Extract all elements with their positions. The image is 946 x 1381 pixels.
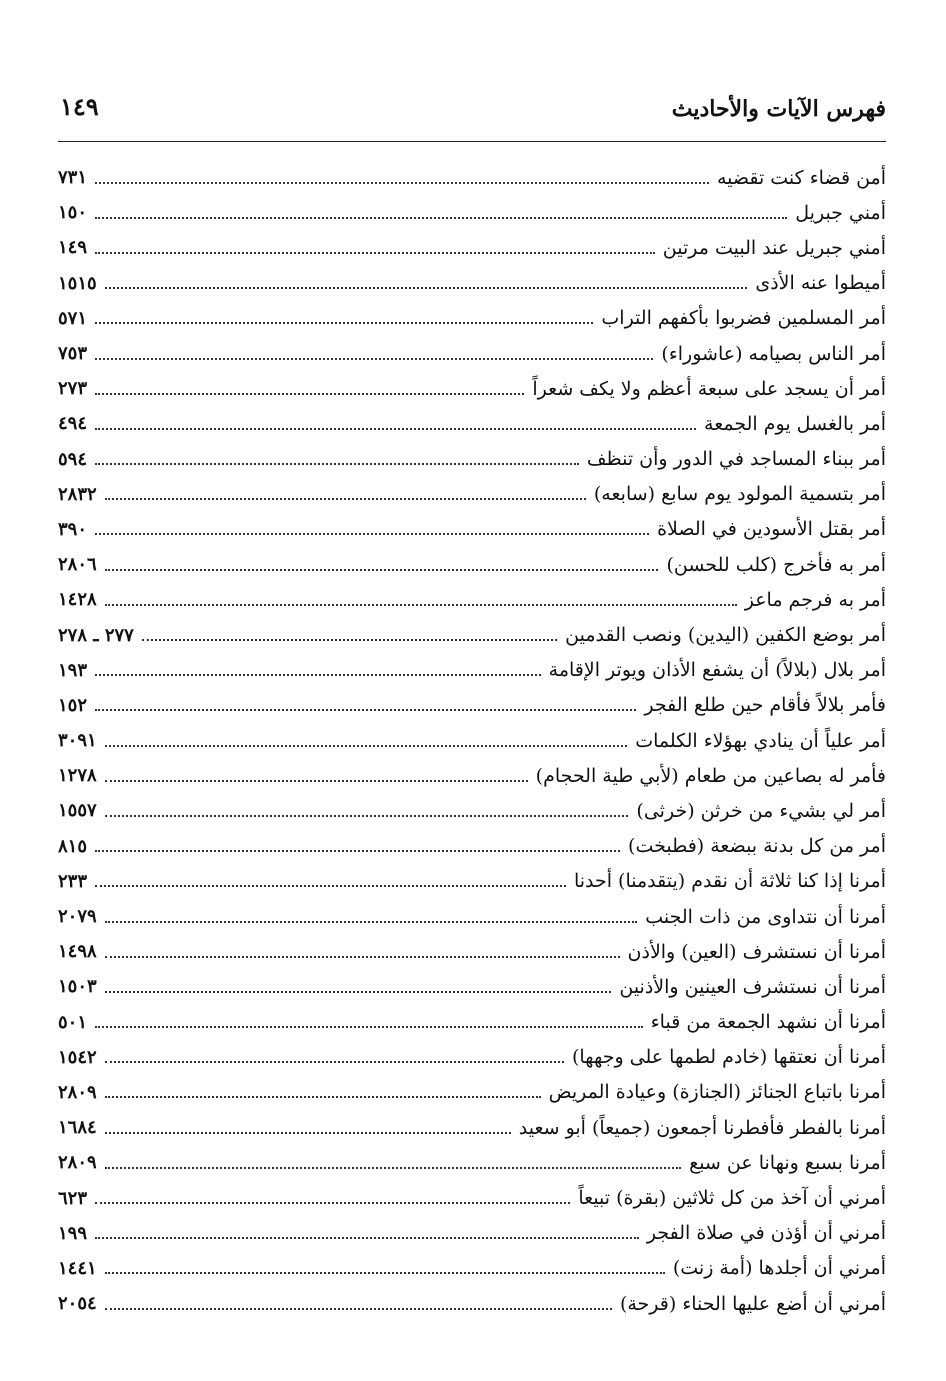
dot-leader <box>105 815 629 817</box>
entry-text: أمر بتسمية المولود يوم سابع (سابعه) <box>593 483 886 506</box>
entry-text: أمر به فأخرج (كلب للحسن) <box>666 553 886 576</box>
dot-leader <box>105 745 628 747</box>
entry-reference-number: ١٥٢ <box>58 694 88 716</box>
entry-reference-number: ٢٨٠٦ <box>58 554 97 576</box>
entry-text: أمر الناس بصيامه (عاشوراء) <box>661 342 886 365</box>
entry-reference-number: ٧٥٣ <box>58 343 88 365</box>
index-page <box>58 0 886 1381</box>
dot-leader <box>95 358 653 360</box>
dot-leader <box>105 498 586 500</box>
index-entry <box>58 336 886 371</box>
dot-leader <box>105 569 659 571</box>
entry-reference-number: ٢٠٥٤ <box>58 1293 97 1315</box>
entry-reference-number: ٢٠٧٩ <box>58 906 97 928</box>
entry-reference-number: ١٤٩ <box>58 237 88 259</box>
dot-leader <box>95 463 579 465</box>
dot-leader <box>105 991 612 993</box>
entry-text: أمرنا أن نتداوى من ذات الجنب <box>645 905 886 928</box>
entry-reference-number: ١٢٧٨ <box>58 765 97 787</box>
dot-leader <box>142 639 557 641</box>
entry-reference-number: ٢٨٠٩ <box>58 1081 97 1103</box>
entry-text: أمن قضاء كنت تقضيه <box>716 166 886 189</box>
dot-leader <box>105 1061 564 1063</box>
index-entry <box>58 512 886 547</box>
entry-text: أمر لي بشيء من خرثن (خرثى) <box>636 799 886 822</box>
entry-reference-number: ٤٩٤ <box>58 413 88 435</box>
index-entry <box>58 617 886 652</box>
index-entry <box>58 723 886 758</box>
dot-leader <box>95 674 541 676</box>
index-entry <box>58 1145 886 1180</box>
index-entry <box>58 864 886 899</box>
dot-leader <box>105 956 620 958</box>
entry-text: أمرنا أن نستشرف العينين والأذنين <box>619 975 886 998</box>
index-entry <box>58 934 886 969</box>
entry-text: أمر بقتل الأسودين في الصلاة <box>657 518 886 541</box>
dot-leader <box>95 393 524 395</box>
index-entry <box>58 406 886 441</box>
entry-text: أمرني أن أضع عليها الحناء (قرحة) <box>619 1292 886 1315</box>
index-entry <box>58 371 886 406</box>
dot-leader <box>95 1202 570 1204</box>
dot-leader <box>95 217 787 219</box>
entry-text: أمر علياً أن ينادي بهؤلاء الكلمات <box>635 729 886 752</box>
entry-reference-number: ٢٨٣٢ <box>58 483 97 505</box>
entry-reference-number: ٨١٥ <box>58 835 88 857</box>
index-entry <box>58 195 886 230</box>
dot-leader <box>95 428 696 430</box>
dot-leader <box>95 533 649 535</box>
page-number: ١٤٩ <box>60 92 99 121</box>
entry-reference-number: ٥٩٤ <box>58 448 88 470</box>
entry-text: أمرنا بسبع ونهانا عن سبع <box>689 1151 886 1174</box>
entry-text: أمر ببناء المساجد في الدور وأن تنظف <box>586 448 886 471</box>
dot-leader <box>105 604 737 606</box>
index-entry <box>58 1216 886 1251</box>
index-entry <box>58 1286 886 1321</box>
entry-text: أمر المسلمين فضربوا بأكفهم التراب <box>601 307 886 330</box>
entry-reference-number: ٢٧٣ <box>58 378 88 400</box>
entry-text: أمرني أن آخذ من كل ثلاثين (بقرة) تبيعاً <box>578 1187 886 1210</box>
index-entry <box>58 160 886 195</box>
dot-leader <box>95 709 636 711</box>
index-entry <box>58 266 886 301</box>
entry-text: أمر به فرجم ماعز <box>744 588 886 611</box>
dot-leader <box>105 921 638 923</box>
index-entry <box>58 1040 886 1075</box>
entry-reference-number: ١٤٩٨ <box>58 941 97 963</box>
dot-leader <box>95 252 655 254</box>
dot-leader <box>105 780 528 782</box>
entry-reference-number: ١٤٤١ <box>58 1257 97 1279</box>
entry-text: أمني جبريل <box>795 201 886 224</box>
entry-text: أمرنا أن نعتقها (خادم لطمها على وجهها) <box>571 1046 886 1069</box>
index-entry <box>58 582 886 617</box>
entry-reference-number: ١٥٠ <box>58 202 88 224</box>
entry-text: أمرنا إذا كنا ثلاثة أن نقدم (يتقدمنا) أحدنا <box>573 870 886 893</box>
index-entry <box>58 230 886 265</box>
index-entry <box>58 688 886 723</box>
entry-text: أميطوا عنه الأذى <box>755 272 886 295</box>
entry-text: فأمر له بصاعين من طعام (لأبي طية الحجام) <box>535 764 886 787</box>
entry-reference-number: ١٤٢٨ <box>58 589 97 611</box>
entry-reference-number: ٧٣١ <box>58 167 88 189</box>
dot-leader <box>95 885 566 887</box>
index-entry <box>58 1075 886 1110</box>
page-header <box>58 92 886 132</box>
dot-leader <box>95 850 620 852</box>
entry-text: أمرني أن أؤذن في صلاة الفجر <box>646 1222 886 1245</box>
entry-reference-number: ١٥٤٢ <box>58 1046 97 1068</box>
index-entry <box>58 301 886 336</box>
entry-text: أمرني أن أجلدها (أمة زنت) <box>672 1257 886 1280</box>
index-entry <box>58 829 886 864</box>
dot-leader <box>105 1096 541 1098</box>
entry-reference-number: ٣٠٩١ <box>58 730 97 752</box>
index-entry <box>58 653 886 688</box>
entry-text: أمرنا بالفطر فأفطرنا أجمعون (جميعاً) أبو سعيد <box>518 1116 886 1139</box>
entry-reference-number: ١٩٩ <box>58 1222 88 1244</box>
entry-text: أمر بوضع الكفين (اليدين) ونصب القدمين <box>565 624 886 647</box>
entry-text: فأمر بلالاً فأقام حين طلع الفجر <box>644 694 886 717</box>
entry-text: أمر بالغسل يوم الجمعة <box>704 412 886 435</box>
dot-leader <box>105 1308 612 1310</box>
dot-leader <box>95 182 709 184</box>
entry-text: أمر من كل بدنة ببضعة (فطبخت) <box>628 835 886 858</box>
dot-leader <box>105 1132 511 1134</box>
index-entry <box>58 793 886 828</box>
dot-leader <box>95 1026 643 1028</box>
dot-leader <box>95 1237 639 1239</box>
entry-reference-number: ٥٠١ <box>58 1011 88 1033</box>
dot-leader <box>105 287 748 289</box>
index-entry <box>58 1180 886 1215</box>
entry-reference-number: ٣٩٠ <box>58 518 88 540</box>
index-entries <box>58 160 886 1321</box>
page-title: فهرس الآيات والأحاديث <box>671 96 886 122</box>
entry-text: أمر أن يسجد على سبعة أعظم ولا يكف شعراً <box>532 377 886 400</box>
entry-reference-number: ٢٧٧ ـ ٢٧٨ <box>58 624 134 646</box>
index-entry <box>58 758 886 793</box>
index-entry <box>58 1110 886 1145</box>
entry-reference-number: ٥٧١ <box>58 307 88 329</box>
entry-text: أمرنا باتباع الجنائز (الجنازة) وعيادة المريض <box>548 1081 886 1104</box>
index-entry <box>58 1251 886 1286</box>
index-entry <box>58 969 886 1004</box>
index-entry <box>58 1005 886 1040</box>
entry-text: أمرنا أن نشهد الجمعة من قباء <box>650 1011 886 1034</box>
entry-reference-number: ١٥١٥ <box>58 272 97 294</box>
entry-reference-number: ٢٨٠٩ <box>58 1152 97 1174</box>
header-rule <box>58 141 886 142</box>
entry-reference-number: ١٥٥٧ <box>58 800 97 822</box>
entry-text: أمني جبريل عند البيت مرتين <box>662 236 886 259</box>
dot-leader <box>105 1272 665 1274</box>
entry-text: أمرنا أن نستشرف (العين) والأذن <box>627 940 886 963</box>
entry-reference-number: ٦٢٣ <box>58 1187 88 1209</box>
dot-leader <box>95 322 593 324</box>
entry-reference-number: ٢٣٣ <box>58 870 88 892</box>
dot-leader <box>105 1167 681 1169</box>
index-entry <box>58 899 886 934</box>
entry-reference-number: ١٥٠٣ <box>58 976 97 998</box>
entry-reference-number: ١٩٣ <box>58 659 88 681</box>
index-entry <box>58 477 886 512</box>
index-entry <box>58 442 886 477</box>
entry-text: أمر بلال (بلالاً) أن يشفع الأذان ويوتر الإقامة <box>548 659 886 682</box>
entry-reference-number: ١٦٨٤ <box>58 1117 97 1139</box>
index-entry <box>58 547 886 582</box>
